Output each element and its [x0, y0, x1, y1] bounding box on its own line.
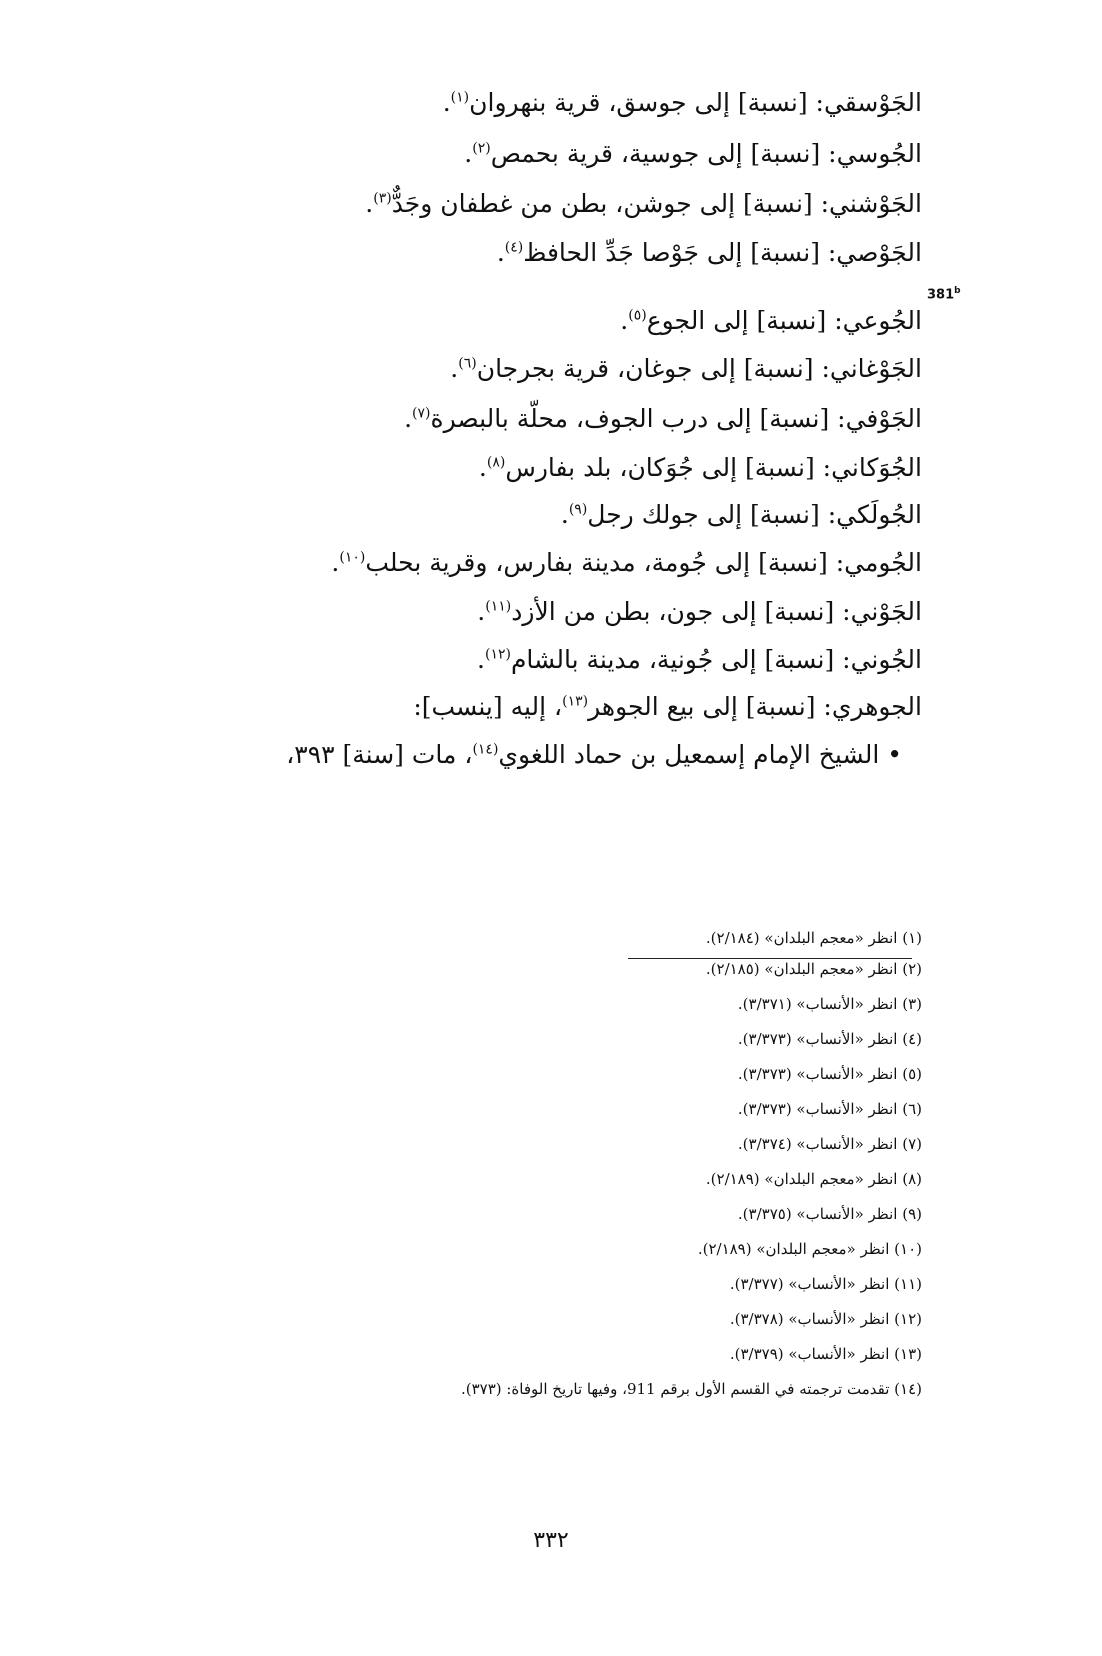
entry-end: .: [404, 404, 413, 433]
entry-line: [331, 546, 922, 580]
entry-text: الجَوْصي: [نسبة] إلى جَوْصا جَدِّ الحافظ: [523, 238, 922, 267]
entry-line: [479, 451, 922, 485]
footnote: (١١) انظر «الأنساب» (٣/٣٧٧).: [729, 1275, 922, 1293]
entry-end: .: [365, 189, 374, 218]
entry-end: .: [450, 354, 459, 383]
entry-end: .: [442, 88, 451, 117]
entry-text: الجَوْسقي: [نسبة] إلى جوسق، قرية بنهروان: [469, 88, 922, 117]
footnote-ref[interactable]: (٧): [412, 405, 431, 422]
entry-line: [561, 498, 922, 532]
footnote: (٧) انظر «الأنساب» (٣/٣٧٤).: [737, 1135, 922, 1153]
footnote-ref[interactable]: (١٤): [472, 741, 499, 758]
footnote: (٨) انظر «معجم البلدان» (٢/١٨٩).: [705, 1170, 922, 1188]
footnote-ref[interactable]: (٢): [472, 140, 491, 157]
entry-end: ، مات [سنة] ٣٩٣،: [286, 740, 473, 769]
footnote-ref[interactable]: (٦): [458, 355, 477, 372]
entry-line: [620, 304, 922, 338]
entry-line: [464, 137, 922, 171]
entry-end: .: [477, 597, 486, 626]
entry-line: [413, 690, 922, 724]
footnote: (١٣) انظر «الأنساب» (٣/٣٧٩).: [729, 1345, 922, 1363]
footnote-ref[interactable]: (٩): [568, 501, 588, 518]
entry-text: الجُولَكي: [نسبة] إلى جولك رجل: [587, 500, 922, 529]
footnote-ref[interactable]: (١٠): [339, 549, 366, 566]
footnote-ref[interactable]: (٨): [486, 454, 506, 471]
footnote-ref[interactable]: (١١): [485, 598, 512, 615]
entry-end: .: [496, 238, 505, 267]
entry-text: الجَوْفي: [نسبة] إلى درب الجوف، محلّة بالبصرة: [430, 404, 922, 433]
entry-line: [477, 595, 922, 629]
entry-end: .: [331, 548, 340, 577]
entry-line: [365, 187, 922, 221]
entry-end: .: [620, 306, 629, 335]
entry-line: [450, 352, 922, 386]
entry-text: الجَوْشني: [نسبة] إلى جوشن، بطن من غطفان وجَدٌّ: [391, 189, 922, 218]
footnote-ref[interactable]: (٤): [504, 239, 524, 256]
footnote-ref[interactable]: (٣): [373, 190, 392, 207]
entry-text: الجُوعي: [نسبة] إلى الجوع: [646, 306, 922, 335]
entry-text: الجُوني: [نسبة] إلى جُونية، مدينة بالشام: [510, 645, 922, 674]
entry-line-bullet: [286, 738, 902, 772]
entry-text: الجُوسي: [نسبة] إلى جوسية، قرية بحمص: [490, 139, 922, 168]
entry-end: .: [477, 645, 485, 674]
entry-text: الجُومي: [نسبة] إلى جُومة، مدينة بفارس، وقرية بحلب: [365, 548, 922, 577]
footnote-ref[interactable]: (٥): [628, 307, 647, 324]
entry-line: [497, 236, 922, 270]
entry-end: .: [560, 500, 569, 529]
footnote-ref[interactable]: (١٣): [562, 693, 589, 710]
entry-text: الجَوْغاني: [نسبة] إلى جوغان، قرية بجرجان: [476, 354, 922, 383]
entry-text: الجَوْني: [نسبة] إلى جون، بطن من الأزد: [511, 597, 922, 626]
entry-end: .: [464, 139, 473, 168]
entry-text: • الشيخ الإمام إسمعيل بن حماد اللغوي: [498, 740, 902, 769]
footnote: (١٢) انظر «الأنساب» (٣/٣٧٨).: [729, 1310, 922, 1328]
footnote: (٤) انظر «الأنساب» (٣/٣٧٣).: [737, 1030, 922, 1048]
footnote-ref[interactable]: (١): [450, 89, 470, 106]
footnote: (٥) انظر «الأنساب» (٣/٣٧٣).: [737, 1065, 922, 1083]
footnote: (١٤) تقدمت ترجمته في القسم الأول برقم 911، وفيها تاريخ الوفاة: (٣٧٣).: [460, 1380, 922, 1398]
manuscript-folio-marker: 381$^b$: [927, 286, 961, 303]
footnote: (١) انظر «معجم البلدان» (٢/١٨٤).: [705, 929, 922, 947]
entry-end: .: [478, 453, 487, 482]
entry-line: [443, 86, 922, 120]
entry-end: ، إليه [ينسب]:: [413, 692, 563, 721]
footnote: (٩) انظر «الأنساب» (٣/٣٧٥).: [737, 1205, 922, 1223]
entry-text: الجُوَكاني: [نسبة] إلى جُوَكان، بلد بفارس: [505, 453, 922, 482]
entry-text: الجوهري: [نسبة] إلى بيع الجوهر: [588, 692, 922, 721]
entry-line: [404, 402, 922, 436]
footnote: (٣) انظر «الأنساب» (٣/٣٧١).: [737, 995, 922, 1013]
entry-line: [477, 643, 922, 677]
footnote: (٢) انظر «معجم البلدان» (٢/١٨٥).: [705, 960, 922, 978]
footnote: (١٠) انظر «معجم البلدان» (٢/١٨٩).: [697, 1240, 922, 1258]
page-number: ٣٣٢: [533, 1528, 569, 1553]
footnote-ref[interactable]: (١٢): [484, 646, 511, 663]
footnote: (٦) انظر «الأنساب» (٣/٣٧٣).: [737, 1100, 922, 1118]
